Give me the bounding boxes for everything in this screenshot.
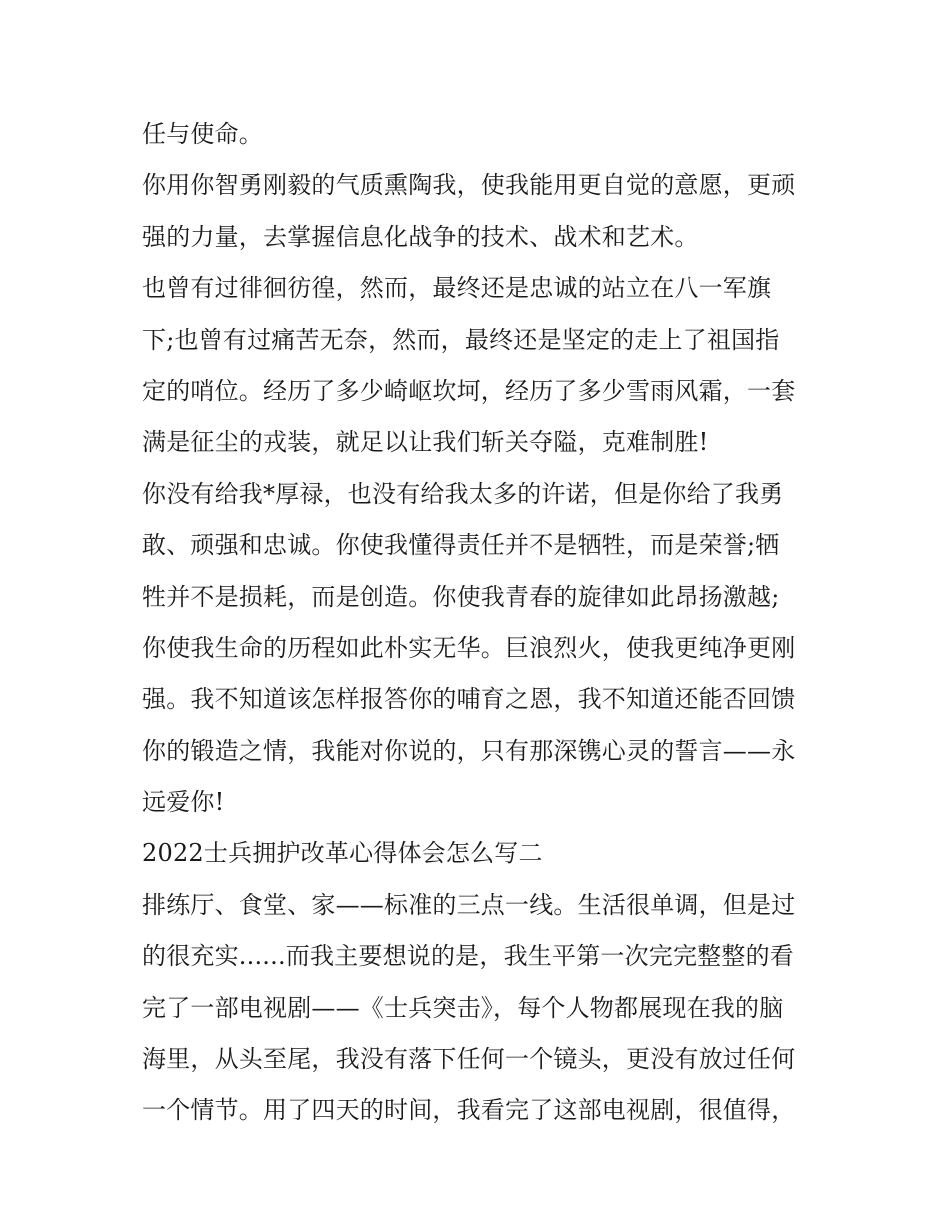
document-body [142, 109, 822, 1137]
text-line: 你用你智勇刚毅的气质熏陶我，使我能用更自觉的意愿，更顽 [142, 171, 796, 200]
text-line: 远爱你! [142, 788, 225, 817]
text-line: 强。我不知道该怎样报答你的哺育之恩，我不知道还能否回馈 [142, 685, 796, 714]
text-line: 满是征尘的戎装，就足以让我们斩关夺隘，克难制胜! [142, 428, 709, 457]
text-line: 排练厅、食堂、家——标准的三点一线。生活很单调，但是过 [142, 890, 796, 919]
text-line: 定的哨位。经历了多少崎岖坎坷，经历了多少雪雨风霜，一套 [142, 376, 796, 405]
text-line: 敢、顽强和忠诚。你使我懂得责任并不是牺牲，而是荣誉;牺 [142, 531, 780, 560]
text-line: 一个情节。用了四天的时间，我看完了这部电视剧，很值得， [142, 1096, 796, 1125]
section-heading: 2022士兵拥护改革心得体会怎么写二 [142, 839, 543, 868]
text-line: 强的力量，去掌握信息化战争的技术、战术和艺术。 [142, 222, 699, 251]
text-line: 你使我生命的历程如此朴实无华。巨浪烈火，使我更纯净更刚 [142, 633, 796, 662]
text-line: 你没有给我*厚禄，也没有给我太多的许诺，但是你给了我勇 [142, 479, 784, 508]
text-line: 也曾有过徘徊彷徨，然而，最终还是忠诚的站立在八一军旗 [142, 274, 772, 303]
text-line: 牲并不是损耗，而是创造。你使我青春的旋律如此昂扬激越; [142, 582, 780, 611]
text-line: 的很充实......而我主要想说的是，我生平第一次完完整整的看 [142, 942, 794, 971]
text-line: 完了一部电视剧——《士兵突击》，每个人物都展现在我的脑 [142, 993, 784, 1022]
text-line: 海里，从头至尾，我没有落下任何一个镜头，更没有放过任何 [142, 1045, 796, 1074]
text-line: 任与使命。 [142, 120, 263, 148]
text-line: 下;也曾有过痛苦无奈，然而，最终还是坚定的走上了祖国指 [142, 325, 780, 354]
text-line: 你的锻造之情，我能对你说的，只有那深镌心灵的誓言——永 [142, 736, 796, 765]
